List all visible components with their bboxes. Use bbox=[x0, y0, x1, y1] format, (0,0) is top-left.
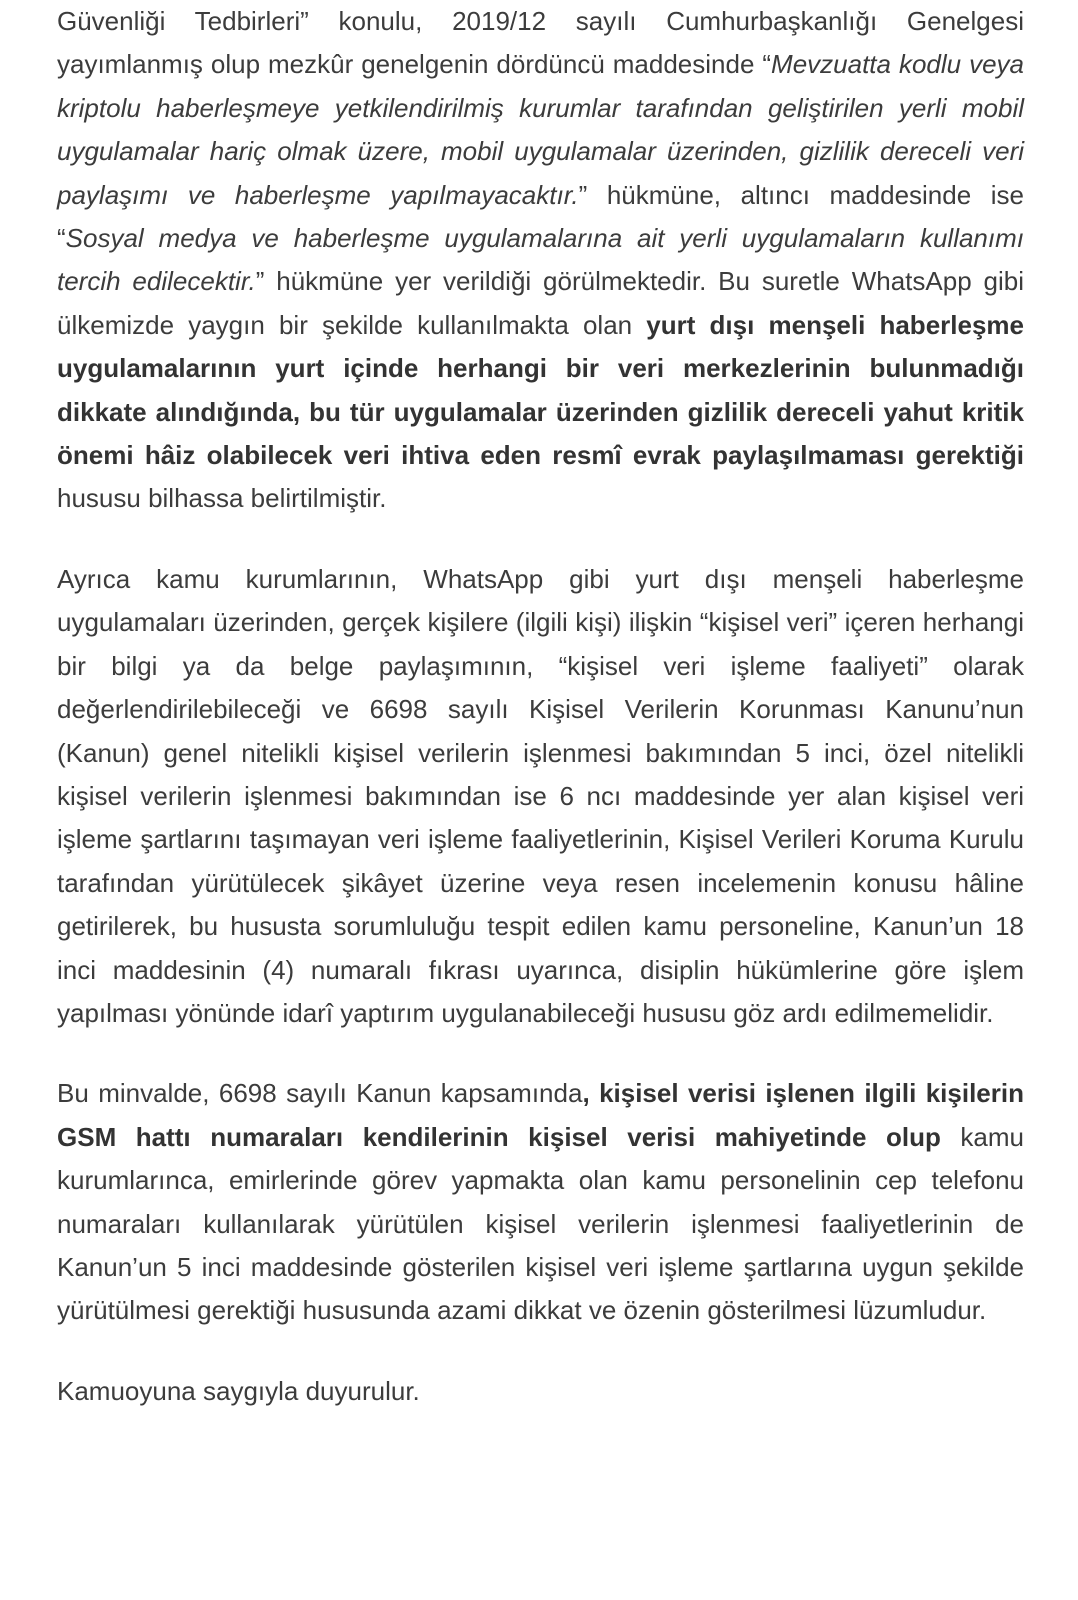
document-body bbox=[57, 0, 1024, 1413]
paragraph-gsm-numaralari bbox=[57, 1072, 1024, 1332]
bold-emphasis: yurt dışı menşeli haberleşme uygulamalarının yurt içinde herhangi bir veri merkezlerinin bulunmadığı dikkate alındığında, bu tür uygulamalar üzerinden gizlilik dereceli yahut kritik önemi hâiz olabilecek veri ihtiva eden resmî evrak paylaşılmaması gerektiği bbox=[57, 309, 1024, 471]
paragraph-closing bbox=[57, 1370, 1024, 1413]
text-run: Bu minvalde, 6698 sayılı Kanun kapsamında bbox=[57, 1078, 583, 1109]
text-run: kamu kurumlarınca, emirlerinde görev yapmakta olan kamu personelinin cep telefonu numaraları kullanılarak yürütülen kişisel verilerin işlenmesi faaliyetlerinin de Kanun’un 5 inci maddesinde gösterilen kişisel veri işleme şartlarına uygun şekilde yürütülmesi gerektiği hususunda azami dikkat ve özenin gösterilmesi lüzumludur. bbox=[57, 1121, 1024, 1326]
italic-quote: Sosyal medya ve haberleşme uygulamalarına ait yerli uygulamaların kullanımı tercih edilecektir. bbox=[57, 223, 1024, 297]
text-run: ” hükmüne yer verildiği görülmektedir. Bu suretle WhatsApp gibi ülkemizde yaygın bir şekilde kullanılmakta olan bbox=[57, 266, 1024, 340]
text-run: Ayrıca kamu kurumlarının, WhatsApp gibi yurt dışı menşeli haberleşme uygulamaları üzerinden, gerçek kişilere (ilgili kişi) ilişkin “kişisel veri” içeren herhangi bir bilgi ya da belge paylaşımının, “kişisel veri işleme faaliyeti” olarak değerlendirilebileceği ve 6698 sayılı Kişisel Verilerin Korunması Kanunu’nun (Kanun) genel nitelikli kişisel verilerin işlenmesi bakımından 5 inci, özel nitelikli kişisel verilerin işlenmesi bakımından ise 6 ncı maddesinde yer alan kişisel veri işleme şartlarını taşımayan veri işleme faaliyetlerinin, Kişisel Verileri Koruma Kurulu tarafından yürütülecek şikâyet üzerine veya resen incelemenin konusu hâline getirilerek, bu hususta sorumluluğu tespit edilen kamu personeline, Kanun’un 18 inci maddesinin (4) numaralı fıkrası uyarınca, disiplin hükümlerine göre işlem yapılması yönünde idarî yaptırım uygulanabileceği hususu göz ardı edilmemelidir. bbox=[57, 563, 1024, 1028]
paragraph-kamu-kurumlari bbox=[57, 558, 1024, 1035]
text-run: hususu bilhassa belirtilmiştir. bbox=[57, 483, 387, 514]
closing-line: Kamuoyuna saygıyla duyurulur. bbox=[57, 1375, 420, 1406]
paragraph-genelge bbox=[57, 0, 1024, 521]
text-run: Güvenliği Tedbirleri” konulu, 2019/12 sayılı Cumhurbaşkanlığı Genelgesi yayımlanmış olup mezkûr genelgenin dördüncü maddesinde “ bbox=[57, 6, 1024, 80]
italic-quote: Mevzuatta kodlu veya kriptolu haberleşmeye yetkilendirilmiş kurumlar tarafından geliştirilen yerli mobil uygulamalar hariç olmak üzere, mobil uygulamalar üzerinden, gizlilik dereceli veri paylaşımı ve haberleşme yapılmayacaktır. bbox=[57, 49, 1024, 210]
text-run: ” hükmüne, altıncı maddesinde ise “ bbox=[57, 179, 1024, 254]
bold-emphasis: , kişisel verisi işlenen ilgili kişilerin GSM hattı numaraları kendilerinin kişisel verisi mahiyetinde olup bbox=[57, 1078, 1024, 1152]
